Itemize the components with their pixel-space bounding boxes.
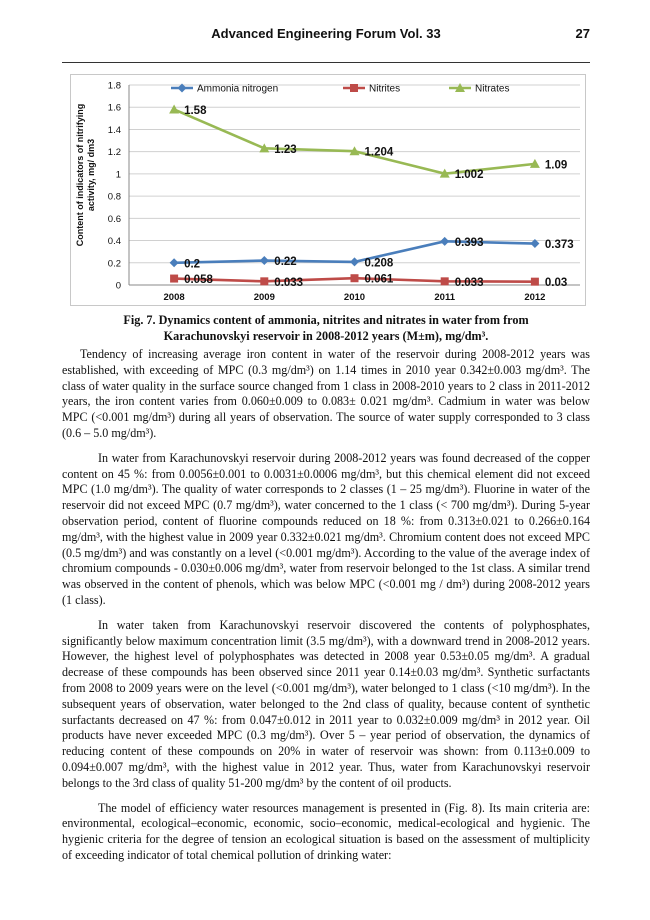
figure-7-chart	[70, 74, 586, 306]
data-label: 1.204	[364, 146, 394, 159]
legend-label: Nitrites	[369, 83, 401, 95]
data-label: 0.058	[184, 274, 213, 287]
data-point	[350, 257, 359, 266]
y-axis-title: Content of indicators of nitrifying	[75, 103, 85, 247]
page-number: 27	[575, 26, 590, 41]
data-label: 0.373	[544, 239, 574, 252]
data-label: 0.393	[454, 236, 484, 249]
header-rule	[62, 62, 590, 63]
line-chart	[71, 75, 585, 305]
data-label: 1.23	[274, 143, 297, 156]
data-point	[260, 256, 269, 265]
caption-line-2: Karachunovskyi reservoir in 2008-2012 years (M±m), mg/dm³.	[163, 329, 489, 343]
journal-title: Advanced Engineering Forum Vol. 33	[211, 26, 441, 41]
data-point	[169, 104, 179, 113]
legend-label: Ammonia nitrogen	[197, 83, 279, 95]
data-label: 0.033	[454, 276, 484, 289]
y-tick-label: 1.2	[107, 147, 121, 159]
y-tick-label: 0.2	[107, 258, 121, 270]
y-tick-label: 1.6	[107, 102, 121, 114]
data-point	[170, 258, 179, 267]
series-line	[174, 109, 535, 173]
data-label: 0.22	[274, 256, 297, 269]
data-label: 0.2	[184, 258, 201, 271]
data-point	[531, 278, 539, 286]
x-tick-label: 2011	[434, 292, 456, 303]
y-tick-label: 1	[115, 169, 121, 181]
data-label: 1.09	[544, 159, 568, 172]
figure-caption	[62, 312, 590, 344]
y-axis-title: activity, mg/ dm3	[86, 138, 96, 212]
y-tick-label: 0	[115, 280, 121, 292]
caption-line-1: Fig. 7. Dynamics content of ammonia, nitrites and nitrates in water from from	[123, 313, 529, 327]
data-label: 0.033	[274, 276, 304, 289]
y-tick-label: 0.4	[107, 236, 121, 248]
x-tick-label: 2009	[253, 292, 275, 303]
data-label: 0.03	[544, 277, 568, 290]
y-tick-label: 1.8	[107, 80, 121, 92]
data-label: 0.208	[364, 257, 394, 270]
y-tick-label: 1.4	[107, 124, 121, 136]
paragraph: The model of efficiency water resources management is presented in (Fig. 8). Its main criteria are: environmental, ecological–economic, economic, socio–economic, medical-ecological and hygienic. The hygienic criteria for the degree of tension an ecological situation is based on the assessment of multiplicity of exceeding indicator of total chemical pollution of drinking water:	[62, 800, 590, 862]
data-point	[170, 275, 178, 283]
y-tick-label: 0.8	[107, 191, 121, 203]
data-point	[351, 274, 359, 282]
legend-label: Nitrates	[475, 83, 510, 95]
legend-marker	[350, 84, 358, 92]
data-point	[441, 277, 449, 285]
x-tick-label: 2008	[163, 292, 185, 303]
y-tick-label: 0.6	[107, 213, 121, 225]
paragraph: In water from Karachunovskyi reservoir during 2008-2012 years was found decreased of the copper content on 45 %: from 0.0056±0.001 to 0.0031±0.0006 mg/dm³, but this chemical element did not exceed MPC (1.0 mg/dm³). The quality of water corresponds to 2 classes (1 – 25 mg/dm³). Fluorine in water of the reservoir did not exceed MPC (0.7 mg/dm³), water concerned to the 1 class (< 700 mg/dm³). During 5-year observation period, content of fluorine compounds reduced on 18 %: from 0.313±0.021 to 0.266±0.164 mg/dm³, with the highest value in 2009 year 0.332±0.021 mg/dm³. Chromium content does not exceed MPC (0.5 mg/dm³) and was constantly on a level (<0.001 mg/dm³). According to the value of the average index of chromium compounds - 0.030±0.006 mg/dm³, water from reservoir belonged to the 1st class. A similar trend was observed in the content of phenols, which was below MPC (<0.001 mg / dm³) during 2008-2012 years (1 class).	[62, 450, 590, 607]
data-point	[260, 277, 268, 285]
data-label: 0.061	[364, 273, 394, 286]
paragraph: In water taken from Karachunovskyi reservoir discovered the contents of polyphosphates, significantly below maximum concentration limit (3.5 mg/dm³), with a downward trend in 2008-2012 years. However, the highest level of polyphosphates was detected in 2008 year 0.53±0.05 mg/dm³. A gradual decrease of these compounds has been observed since 2011 year 0.14±0.03 mg/dm³. Synthetic surfactants from 2008 to 2009 years were on the level (<0.001 mg/dm³), water belonged to 1 class (<10 mg/dm³). In the subsequent years of observation, water belonged to the 2nd class of quality, because content of synthetic surfactants decreased on 47 %: from 0.047±0.012 in 2011 year to 0.032±0.009 mg/dm³ in 2012 year. Oil products have never exceeded MPC (0.3 mg/dm³). Over 5 – year period of observation, the dynamics of reducing content of these compounds on 20% in water of reservoir was shown: from 0.113±0.009 to 0.094±0.007 mg/dm³, with the highest value in 2012 year. Thus, water from Karachunovskyi reservoir belongs to the 3rd class of quality 51-200 mg/dm³ by the content of oil products.	[62, 617, 590, 790]
body-text	[62, 347, 590, 873]
data-point	[440, 237, 449, 246]
x-tick-label: 2012	[524, 292, 546, 303]
x-tick-label: 2010	[343, 292, 366, 303]
paragraph: Tendency of increasing average iron content in water of the reservoir during 2008-2012 years was established, with exceeding of MPC (0.3 mg/dm³) on 1.14 times in 2010 year 0.342±0.003 mg/dm³. The class of water quality in the surface source changed from 1 class in 2008-2010 years to 2 class in 2011-2012 years, the iron content varies from 0.060±0.009 to 0.083± 0.021 mg/dm³. Cadmium in water was below MPC (<0.001 mg/dm³) during all years of observation. The source of water supply corresponded to 3 class (0.6 – 5.0 mg/dm³).	[62, 347, 590, 440]
page-header	[62, 26, 590, 46]
data-label: 1.002	[454, 169, 484, 182]
data-label: 1.58	[184, 104, 207, 117]
